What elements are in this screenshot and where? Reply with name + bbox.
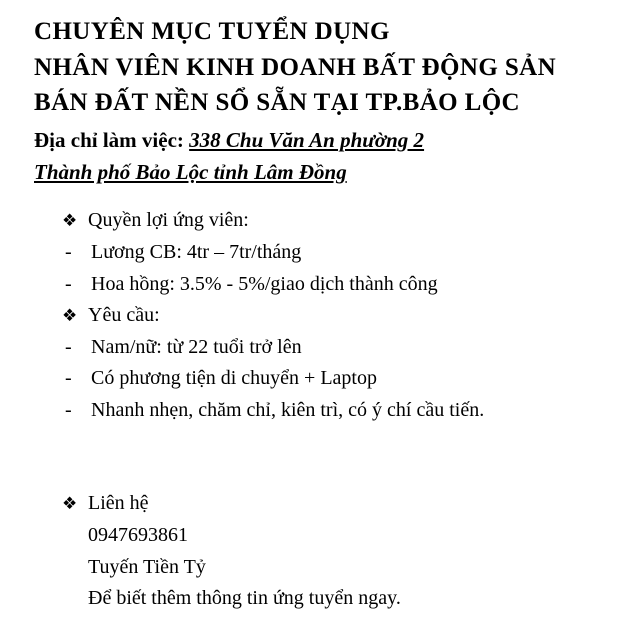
headline-line-2: NHÂN VIÊN KINH DOANH BẤT ĐỘNG SẢN [34,53,557,81]
list-item [34,332,607,364]
benefits-requirements-list [34,205,607,426]
work-address-line2: Thành phố Bảo Lộc tỉnh Lâm Đồng [34,160,347,185]
spacer [34,442,607,488]
dash-bullet-icon: - [65,367,72,390]
list-item-label: Nam/nữ: từ 22 tuổi trở lên [91,335,302,358]
work-address-label: Địa chỉ làm việc: [34,127,184,152]
headline-line-1: CHUYÊN MỤC TUYỂN DỤNG [34,18,390,45]
list-item-label: Có phương tiện di chuyển + Laptop [91,367,377,390]
work-address-value: 338 Chu Văn An phường 2 [189,127,425,152]
diamond-bullet-icon: ❖ [62,494,78,514]
contact-phone: 0947693861 [88,524,188,547]
headline-line-3: BÁN ĐẤT NỀN SỔ SẴN TẠI TP.BẢO LỘC [34,89,521,116]
dash-bullet-icon: - [65,335,72,358]
list-item [34,300,607,332]
list-item [34,205,607,237]
list-item-label: Yêu cầu: [88,304,160,327]
diamond-bullet-icon: ❖ [62,306,78,326]
list-item-label: Hoa hồng: 3.5% - 5%/giao dịch thành công [91,272,438,295]
list-item-label: Quyền lợi ứng viên: [88,209,249,232]
list-item [34,269,607,301]
contact-heading [62,488,607,520]
diamond-bullet-icon: ❖ [62,211,78,231]
list-item-label: Lương CB: 4tr – 7tr/tháng [91,240,302,263]
list-item [34,237,607,269]
dash-bullet-icon: - [65,240,72,263]
list-item [34,363,607,395]
contact-block [34,488,607,614]
list-item [34,395,607,427]
contact-name: Tuyến Tiền Tỷ [88,555,206,578]
work-address-line [34,125,607,157]
dash-bullet-icon: - [65,272,72,295]
contact-title: Liên hệ [88,492,149,515]
list-item-label: Nhanh nhẹn, chăm chỉ, kiên trì, có ý chí cầu tiến. [91,398,485,421]
dash-bullet-icon: - [65,398,72,421]
contact-note: Để biết thêm thông tin ứng tuyển ngay. [88,587,401,610]
